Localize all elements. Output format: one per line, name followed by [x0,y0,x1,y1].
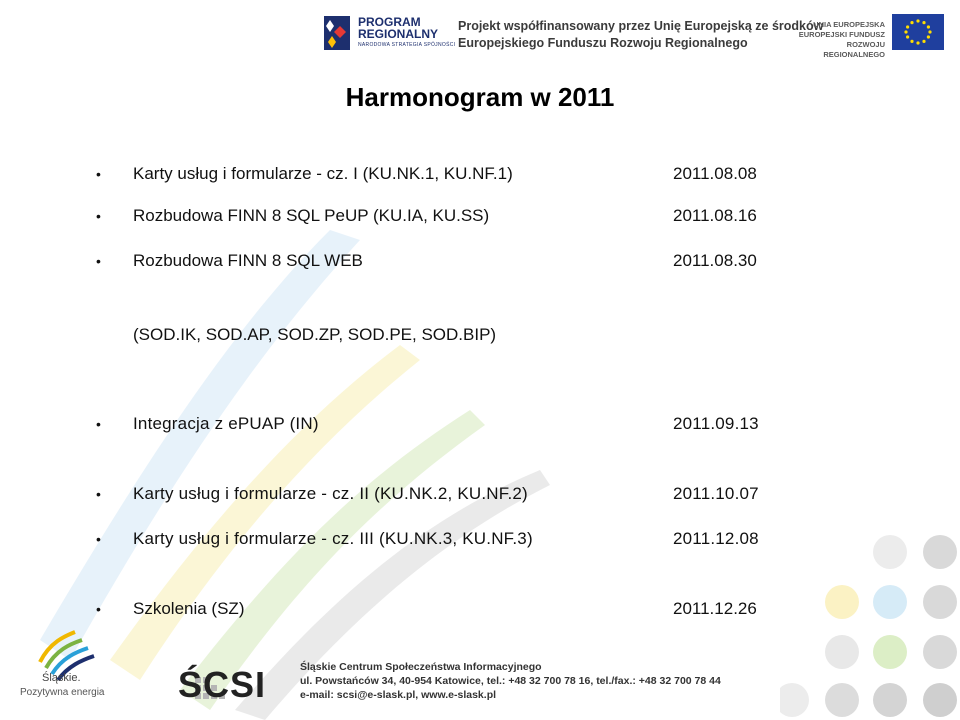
item-date: 2011.08.30 [673,251,757,270]
schedule-item [96,246,796,276]
contact-info [300,660,721,702]
eu-flag-icon [892,14,944,50]
schedule-item [96,409,796,439]
bullet: • [96,486,101,502]
slaskie-name: Śląskie. [42,672,81,684]
schedule-item [96,479,796,509]
item-date: 2011.12.26 [673,599,757,618]
item-date: 2011.09.13 [673,414,759,433]
slide-title: Harmonogram w 2011 [345,82,615,112]
org-email: e-mail: scsi@e-slask.pl, www.e-slask.pl [300,689,497,701]
program-title: PROGRAM REGIONALNY [358,15,439,41]
item-label: Rozbudowa FINN 8 SQL PeUP (KU.IA, KU.SS) [133,206,490,225]
bullet: • [96,416,101,432]
item-date: 2011.08.16 [673,206,757,225]
item-date: 2011.12.08 [673,529,759,548]
slaskie-logo-icon [30,622,130,712]
schedule-item [96,594,796,624]
sod-modules-line: (SOD.IK, SOD.AP, SOD.ZP, SOD.PE, SOD.BIP) [133,325,497,344]
item-label: Karty usług i formularze - cz. II (KU.NK.2, KU.NF.2) [133,484,528,503]
bullet: • [96,531,101,547]
bullet: • [96,208,101,224]
item-label: Karty usług i formularze - cz. I (KU.NK.1, KU.NF.1) [133,164,513,183]
scsi-logo-text: ŚCSI [178,664,267,705]
decorative-dots [780,530,960,720]
header-banner [300,10,950,60]
star-emblem-icon [320,12,354,52]
org-address: ul. Powstańców 34, 40-954 Katowice, tel.: +48 32 700 78 16, tel./fax.: +48 32 700 78 44 [300,675,721,687]
org-name: Śląskie Centrum Społeczeństwa Informacyjnego [300,661,542,673]
program-subtitle: NARODOWA STRATEGIA SPÓJNOŚCI [358,42,456,48]
item-label: Rozbudowa FINN 8 SQL WEB [133,251,363,270]
item-date: 2011.10.07 [673,484,759,503]
item-label: Integracja z ePUAP (IN) [133,414,319,433]
bullet: • [96,166,101,182]
item-label: Karty usług i formularze - cz. III (KU.NK.3, KU.NF.3) [133,529,533,548]
schedule-item [96,524,796,554]
slaskie-tagline: Pozytywna energia [20,687,105,698]
project-cofinancing-text: Projekt współfinansowany przez Unię Europejską ze środków Europejskiego Funduszu Rozwoju Regionalnego [458,19,824,50]
eu-fund-text: UNIA EUROPEJSKA EUROPEJSKI FUNDUSZ ROZWOJU REGIONALNEGO [798,20,885,59]
bullet: • [96,253,101,269]
item-date: 2011.08.08 [673,164,757,183]
item-label: Szkolenia (SZ) [133,599,245,618]
schedule-item [96,201,796,231]
bullet: • [96,601,101,617]
schedule-item [96,159,796,189]
program-regionalny-logo [320,12,460,58]
